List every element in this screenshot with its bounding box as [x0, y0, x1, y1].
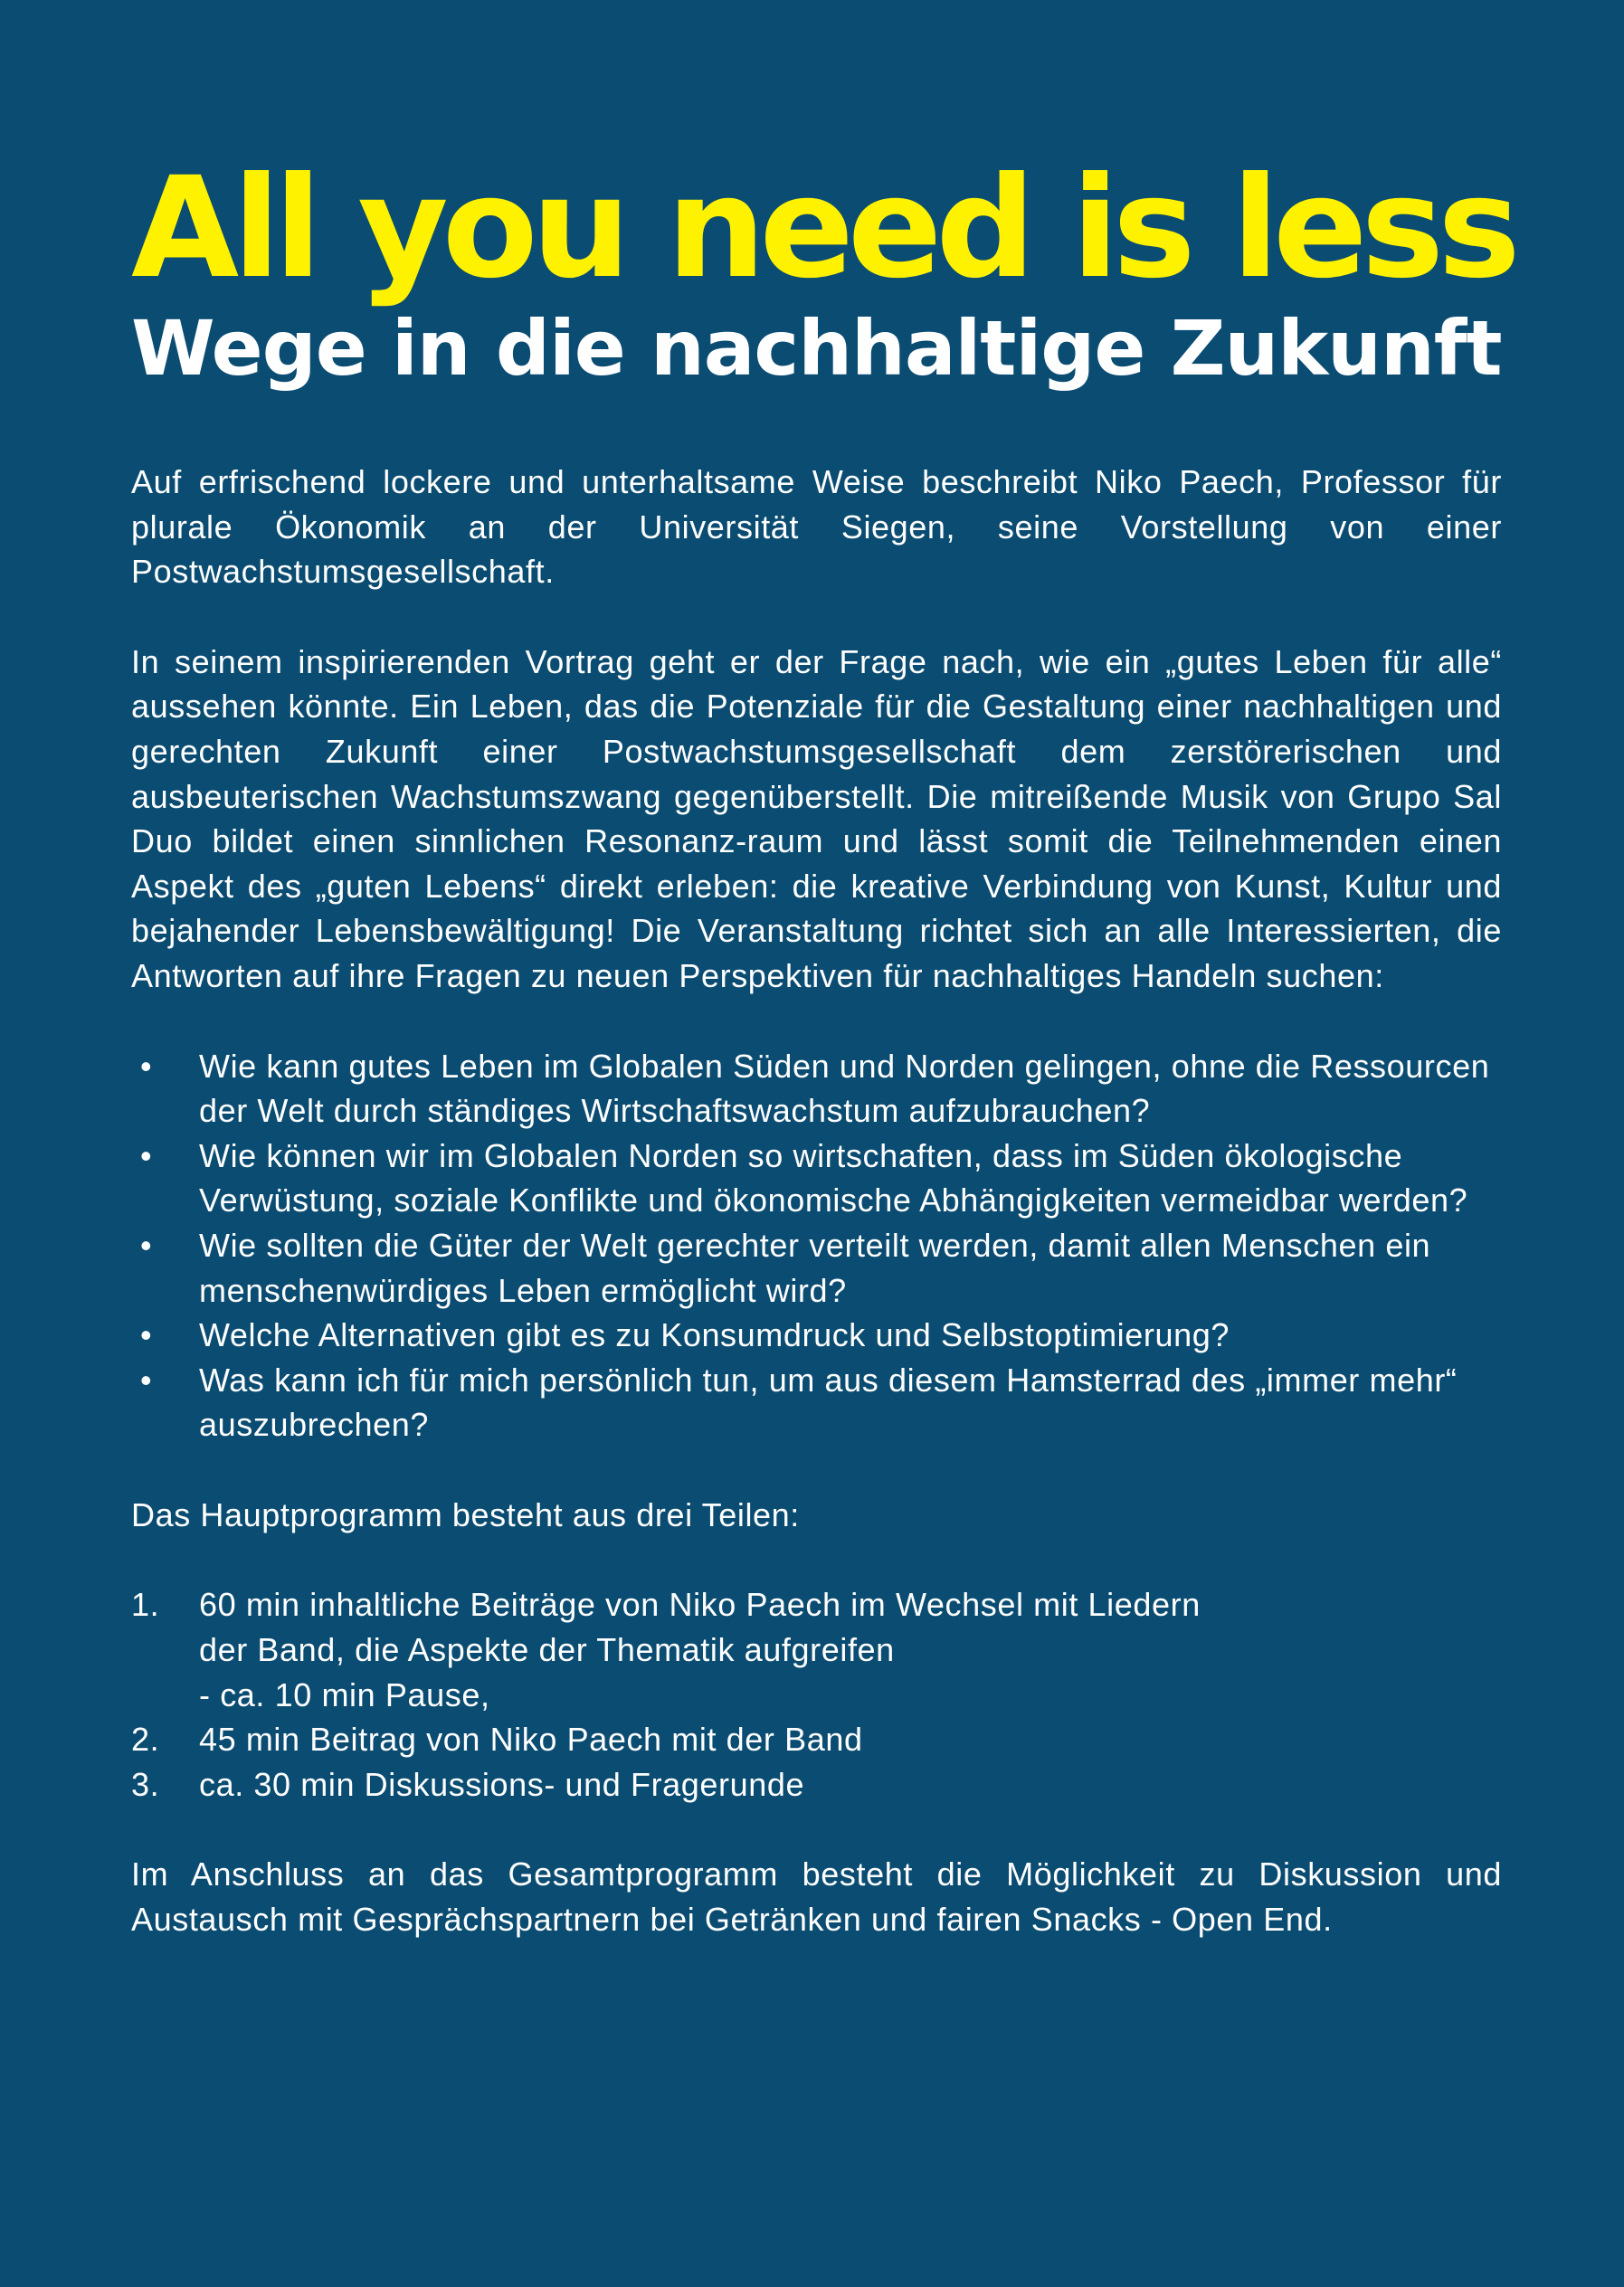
- question-text: Wie kann gutes Leben im Globalen Süden und Norden gelingen, ohne die Ressourcen der Welt durch ständiges Wirtschaftswachstum aufzubrauchen?: [199, 1047, 1490, 1130]
- body-text: [131, 460, 1502, 1942]
- subheadline: Wege in die nachhaltige Zukunft: [131, 304, 1502, 393]
- program-list: [131, 1582, 1502, 1807]
- step-text: 45 min Beitrag von Niko Paech mit der Band: [199, 1721, 863, 1759]
- step-text: der Band, die Aspekte der Thematik aufgreifen: [199, 1631, 895, 1669]
- list-item: [131, 1223, 1502, 1313]
- step-number: 2.: [131, 1721, 160, 1759]
- question-text: Wie sollten die Güter der Welt gerechter verteilt werden, damit allen Menschen ein menschenwürdiges Leben ermöglicht wird?: [199, 1226, 1431, 1309]
- flyer-content: [131, 147, 1515, 1988]
- list-item: [131, 1313, 1502, 1358]
- question-text: Welche Alternativen gibt es zu Konsumdruck und Selbstoptimierung?: [199, 1316, 1230, 1354]
- program-intro: Das Hauptprogramm besteht aus drei Teilen:: [131, 1495, 800, 1533]
- list-item: [131, 1134, 1502, 1223]
- step-text: - ca. 10 min Pause,: [199, 1675, 490, 1713]
- list-item: [131, 1358, 1502, 1447]
- lecture-paragraph: In seinem inspirierenden Vortrag geht er der Frage nach, wie ein „gutes Leben für alle“ aussehen könnte. Ein Leben, das die Potenziale für die Gestaltung einer nachhaltigen und gerechten Zukunft einer Postwachstumsgesellschaft dem zerstörerischen und ausbeuterischen Wachstumszwang gegenüberstellt. Die mitreißende Musik von Grupo Sal Duo bildet einen sinnlichen Resonanz-raum und lässt somit die Teilnehmenden einen Aspekt des „guten Lebens“ direkt erleben: die kreative Verbindung von Kunst, Kultur und bejahender Lebensbewältigung! Die Veranstaltung richtet sich an alle Interessierten, die Antworten auf ihre Fragen zu neuen Perspektiven für nachhaltiges Handeln suchen:: [131, 642, 1502, 994]
- question-text: Wie können wir im Globalen Norden so wirtschaften, dass im Süden ökologische Verwüstung, soziale Konflikte und ökonomische Abhängigkeiten vermeidbar werden?: [199, 1136, 1468, 1219]
- step-number: 3.: [131, 1765, 160, 1803]
- list-item: [131, 1582, 1502, 1717]
- bullet-icon: •: [140, 1316, 153, 1354]
- step-text: ca. 30 min Diskussions- und Fragerunde: [199, 1765, 805, 1803]
- bullet-icon: •: [140, 1361, 153, 1399]
- bullet-icon: •: [140, 1226, 153, 1264]
- list-item: [131, 1044, 1502, 1134]
- bullet-icon: •: [140, 1136, 153, 1174]
- bullet-icon: •: [140, 1047, 153, 1085]
- headline: All you need is less: [131, 147, 1515, 309]
- list-item: [131, 1717, 1502, 1762]
- step-text: 60 min inhaltliche Beiträge von Niko Paech im Wechsel mit Liedern: [199, 1586, 1201, 1624]
- step-number: 1.: [131, 1586, 160, 1624]
- intro-paragraph: Auf erfrischend lockere und unterhaltsame Weise beschreibt Niko Paech, Professor für plurale Ökonomik an der Universität Siegen, seine Vorstellung von einer Postwachstumsgesellschaft.: [131, 463, 1502, 591]
- question-text: Was kann ich für mich persönlich tun, um aus diesem Hamsterrad des „immer mehr“ auszubrechen?: [199, 1361, 1458, 1444]
- question-list: [131, 1044, 1502, 1447]
- list-item: [131, 1762, 1502, 1808]
- closing-paragraph: Im Anschluss an das Gesamtprogramm besteht die Möglichkeit zu Diskussion und Austausch mit Gesprächspartnern bei Getränken und fairen Snacks - Open End.: [131, 1855, 1502, 1939]
